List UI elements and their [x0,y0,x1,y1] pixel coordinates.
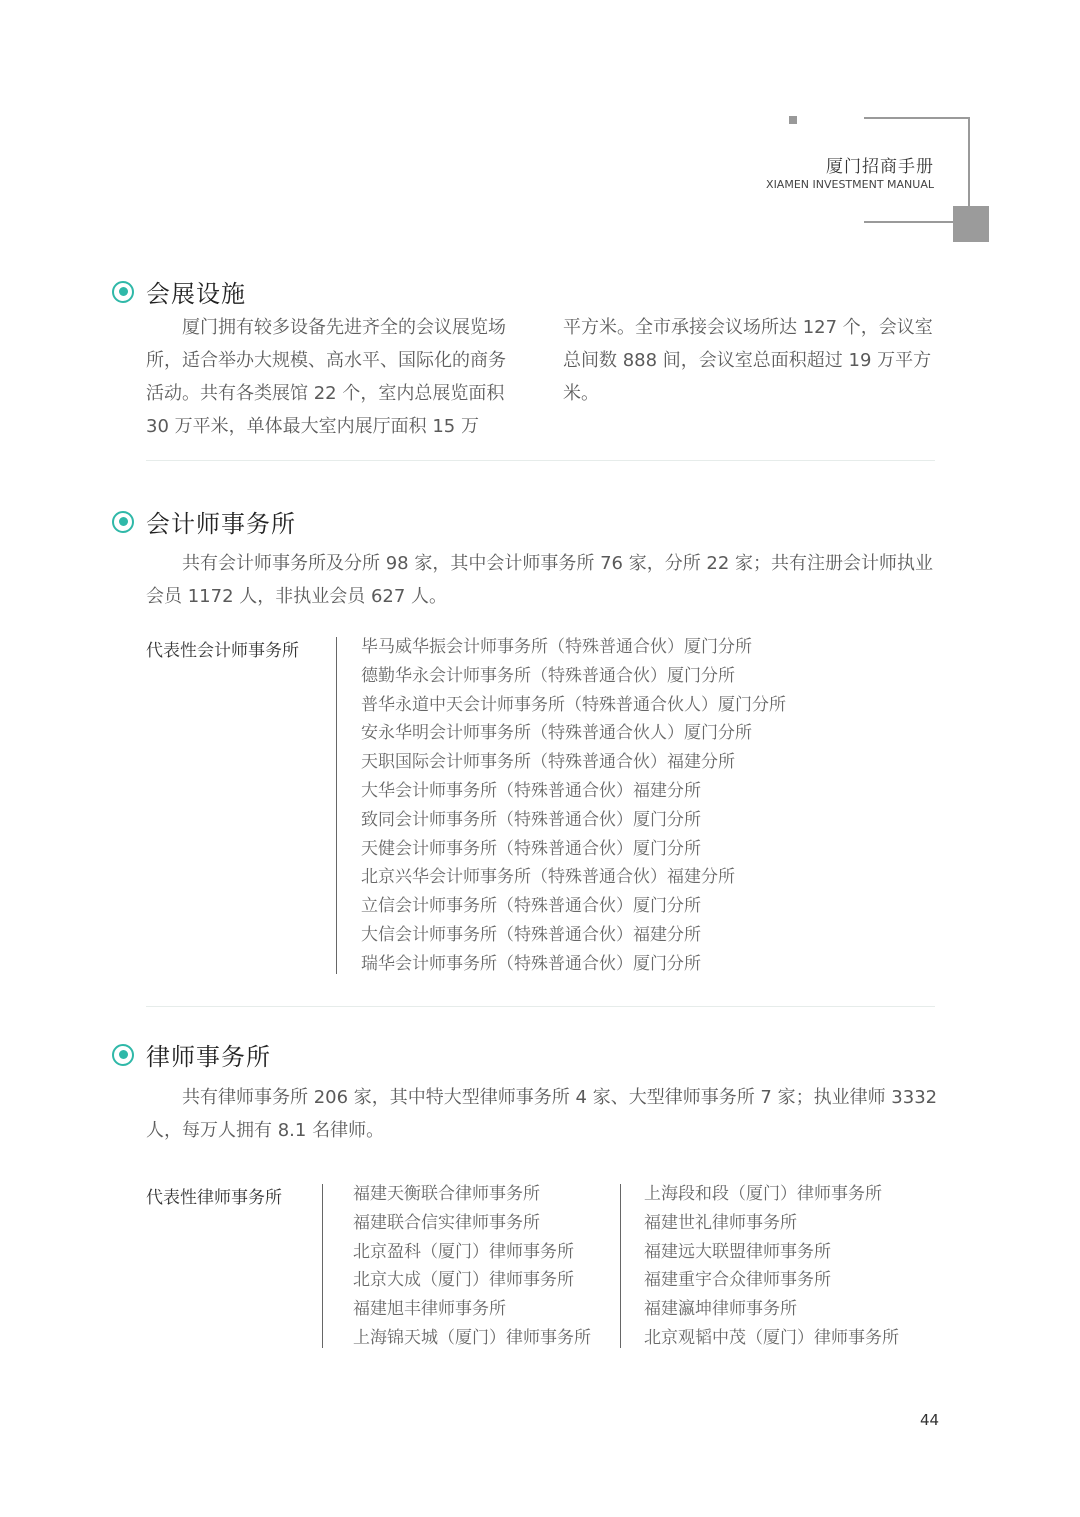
list-item: 大华会计师事务所（特殊普通合伙）福建分所 [361,780,701,801]
list-item: 福建世礼律师事务所 [644,1212,797,1233]
list-item: 瑞华会计师事务所（特殊普通合伙）厦门分所 [361,953,701,974]
list-item: 安永华明会计师事务所（特殊普通合伙人）厦门分所 [361,723,752,744]
law-firm-list-left [353,1180,591,1353]
list-item: 福建重宇合众律师事务所 [644,1270,831,1291]
list-item: 毕马威华振会计师事务所（特殊普通合伙）厦门分所 [361,637,752,657]
bullet-circle-icon [112,511,134,533]
list-separator [322,1184,323,1348]
list-item: 福建旭丰律师事务所 [353,1299,506,1320]
bullet-circle-icon [112,281,134,303]
list-item: 普华永道中天会计师事务所（特殊普通合伙人）厦门分所 [361,694,786,715]
header-dot [789,116,797,124]
list-item: 福建联合信实律师事务所 [353,1212,540,1233]
list-item: 福建远大联盟律师事务所 [644,1241,831,1262]
list-item: 致同会计师事务所（特殊普通合伙）厦门分所 [361,809,701,830]
section-title: 会展设施 [146,280,246,308]
list-item: 福建天衡联合律师事务所 [353,1184,540,1204]
list-item: 大信会计师事务所（特殊普通合伙）福建分所 [361,924,701,945]
section-title: 律师事务所 [146,1043,271,1071]
page-number: 44 [920,1411,940,1429]
section-title: 会计师事务所 [146,510,296,538]
list-item: 北京大成（厦门）律师事务所 [353,1270,574,1291]
list-item: 福建瀛坤律师事务所 [644,1299,797,1320]
manual-subtitle: XIAMEN INVESTMENT MANUAL [762,178,934,191]
list-item: 北京观韬中茂（厦门）律师事务所 [644,1327,899,1348]
law-list-label: 代表性律师事务所 [146,1188,282,1208]
accounting-firm-list [361,633,786,979]
section-heading-accounting [112,504,296,539]
section-heading-law [112,1037,271,1072]
law-firm-list-right [644,1180,899,1353]
bullet-circle-icon [112,1044,134,1066]
list-separator [336,637,337,974]
list-item: 北京兴华会计师事务所（特殊普通合伙）福建分所 [361,867,735,888]
list-item: 立信会计师事务所（特殊普通合伙）厦门分所 [361,896,701,917]
list-item: 上海段和段（厦门）律师事务所 [644,1184,882,1204]
accounting-intro: 共有会计师事务所及分所 98 家，其中会计师事务所 76 家，分所 22 家；共有注册会计师执业会员 1172 人，非执业会员 627 人。 [146,553,934,607]
section-heading-exhibition [112,274,246,309]
manual-title: 厦门招商手册 [820,152,934,177]
section-divider [146,460,935,461]
list-item: 天健会计师事务所（特殊普通合伙）厦门分所 [361,838,701,859]
accounting-list-label: 代表性会计师事务所 [146,641,299,661]
list-item: 上海锦天城（厦门）律师事务所 [353,1327,591,1348]
section-divider [146,1006,935,1007]
law-intro: 共有律师事务所 206 家，其中特大型律师事务所 4 家、大型律师事务所 7 家；执业律师 3332 人，每万人拥有 8.1 名律师。 [146,1087,938,1141]
list-item: 北京盈科（厦门）律师事务所 [353,1241,574,1262]
exhibition-paragraph-col2: 平方米。全市承接会议场所达 127 个，会议室总间数 888 间，会议室总面积超过 19 万平方米。 [563,317,933,404]
list-item: 天职国际会计师事务所（特殊普通合伙）福建分所 [361,752,735,773]
list-separator [620,1184,621,1348]
exhibition-paragraph-col1: 厦门拥有较多设备先进齐全的会议展览场所，适合举办大规模、高水平、国际化的商务活动。共有各类展馆 22 个，室内总展览面积 30 万平米，单体最大室内展厅面积 15 万 [146,317,506,437]
header-square [953,206,989,242]
list-item: 德勤华永会计师事务所（特殊普通合伙）厦门分所 [361,665,735,686]
